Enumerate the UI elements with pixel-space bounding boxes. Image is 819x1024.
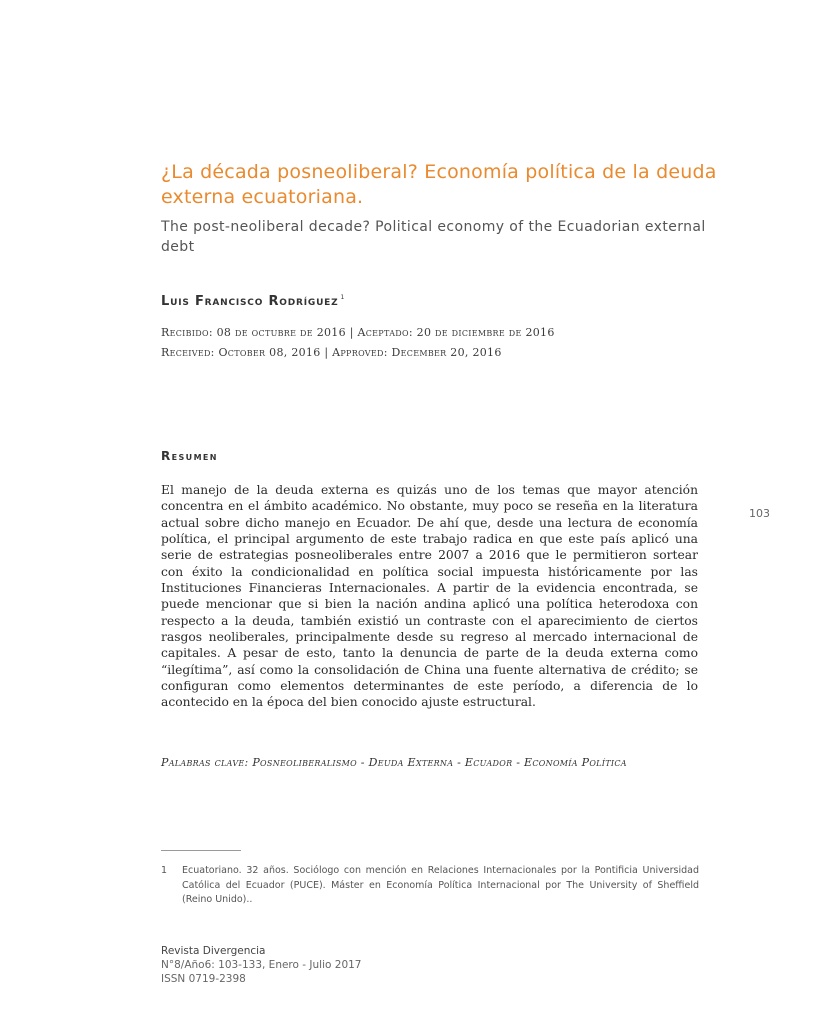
journal-info — [161, 944, 361, 986]
abstract-body: El manejo de la deuda externa es quizás uno de los temas que mayor atención concentra en el ámbito académico. No obstante, muy poco se reseña en la literatura actual sobre dicho manejo en Ecuador. De ahí que, desde una lectura de economía política, el principal argumento de este trabajo radica en que este país aplicó una serie de estrategias posneoliberales entre 2007 a 2016 que le permitieron sortear con éxito la condicionalidad en política social impuesta históricamente por las Instituciones Financieras Internacionales. A partir de la evidencia encontrada, se puede mencionar que si bien la nación andina aplicó una política heterodoxa con respecto a la deuda, también existió un contraste con el aparecimiento de ciertos rasgos neoliberales, principalmente desde su regreso al mercado internacional de capitales. A pesar de esto, tanto la denuncia de parte de la deuda externa como “ilegítima”, así como la consolidación de China una fuente alternativa de crédito; se configuran como elementos determinantes de este período, a diferencia de lo acontecido en la época del bien conocido ajuste estructural. — [161, 483, 698, 710]
article-subtitle-english: The post-neoliberal decade? Political economy of the Ecuadorian external debt — [161, 219, 706, 255]
footnote-text: Ecuatoriano. 32 años. Sociólogo con mención en Relaciones Internacionales por la Pontificia Universidad Católica del Ecuador (PUCE). Máster en Economía Política Internacional por The University of Sheffield (Reino Unido).. — [182, 865, 699, 905]
journal-issue: N°8/Año6: 103-133, Enero - Julio 2017 — [161, 959, 362, 971]
abstract-heading: Resumen — [161, 449, 218, 463]
footnote-divider — [161, 850, 241, 851]
dates-english: Received: October 08, 2016 | Approved: December 20, 2016 — [161, 346, 502, 359]
author-name: Luis Francisco Rodríguez — [161, 294, 339, 309]
author-footnote-mark: 1 — [340, 294, 346, 301]
journal-name: Revista Divergencia — [161, 945, 266, 957]
footnote — [161, 864, 699, 908]
dates-spanish: Recibido: 08 de octubre de 2016 | Aceptado: 20 de diciembre de 2016 — [161, 326, 555, 339]
journal-issn: ISSN 0719-2398 — [161, 973, 246, 985]
page-number: 103 — [749, 507, 770, 520]
footnote-number: 1 — [161, 865, 168, 876]
article-title: ¿La década posneoliberal? Economía política de la deuda externa ecuatoriana. — [161, 161, 717, 208]
author-line — [161, 294, 345, 309]
keywords: Palabras clave: Posneoliberalismo - Deuda Externa - Ecuador - Economía Política — [161, 756, 627, 769]
